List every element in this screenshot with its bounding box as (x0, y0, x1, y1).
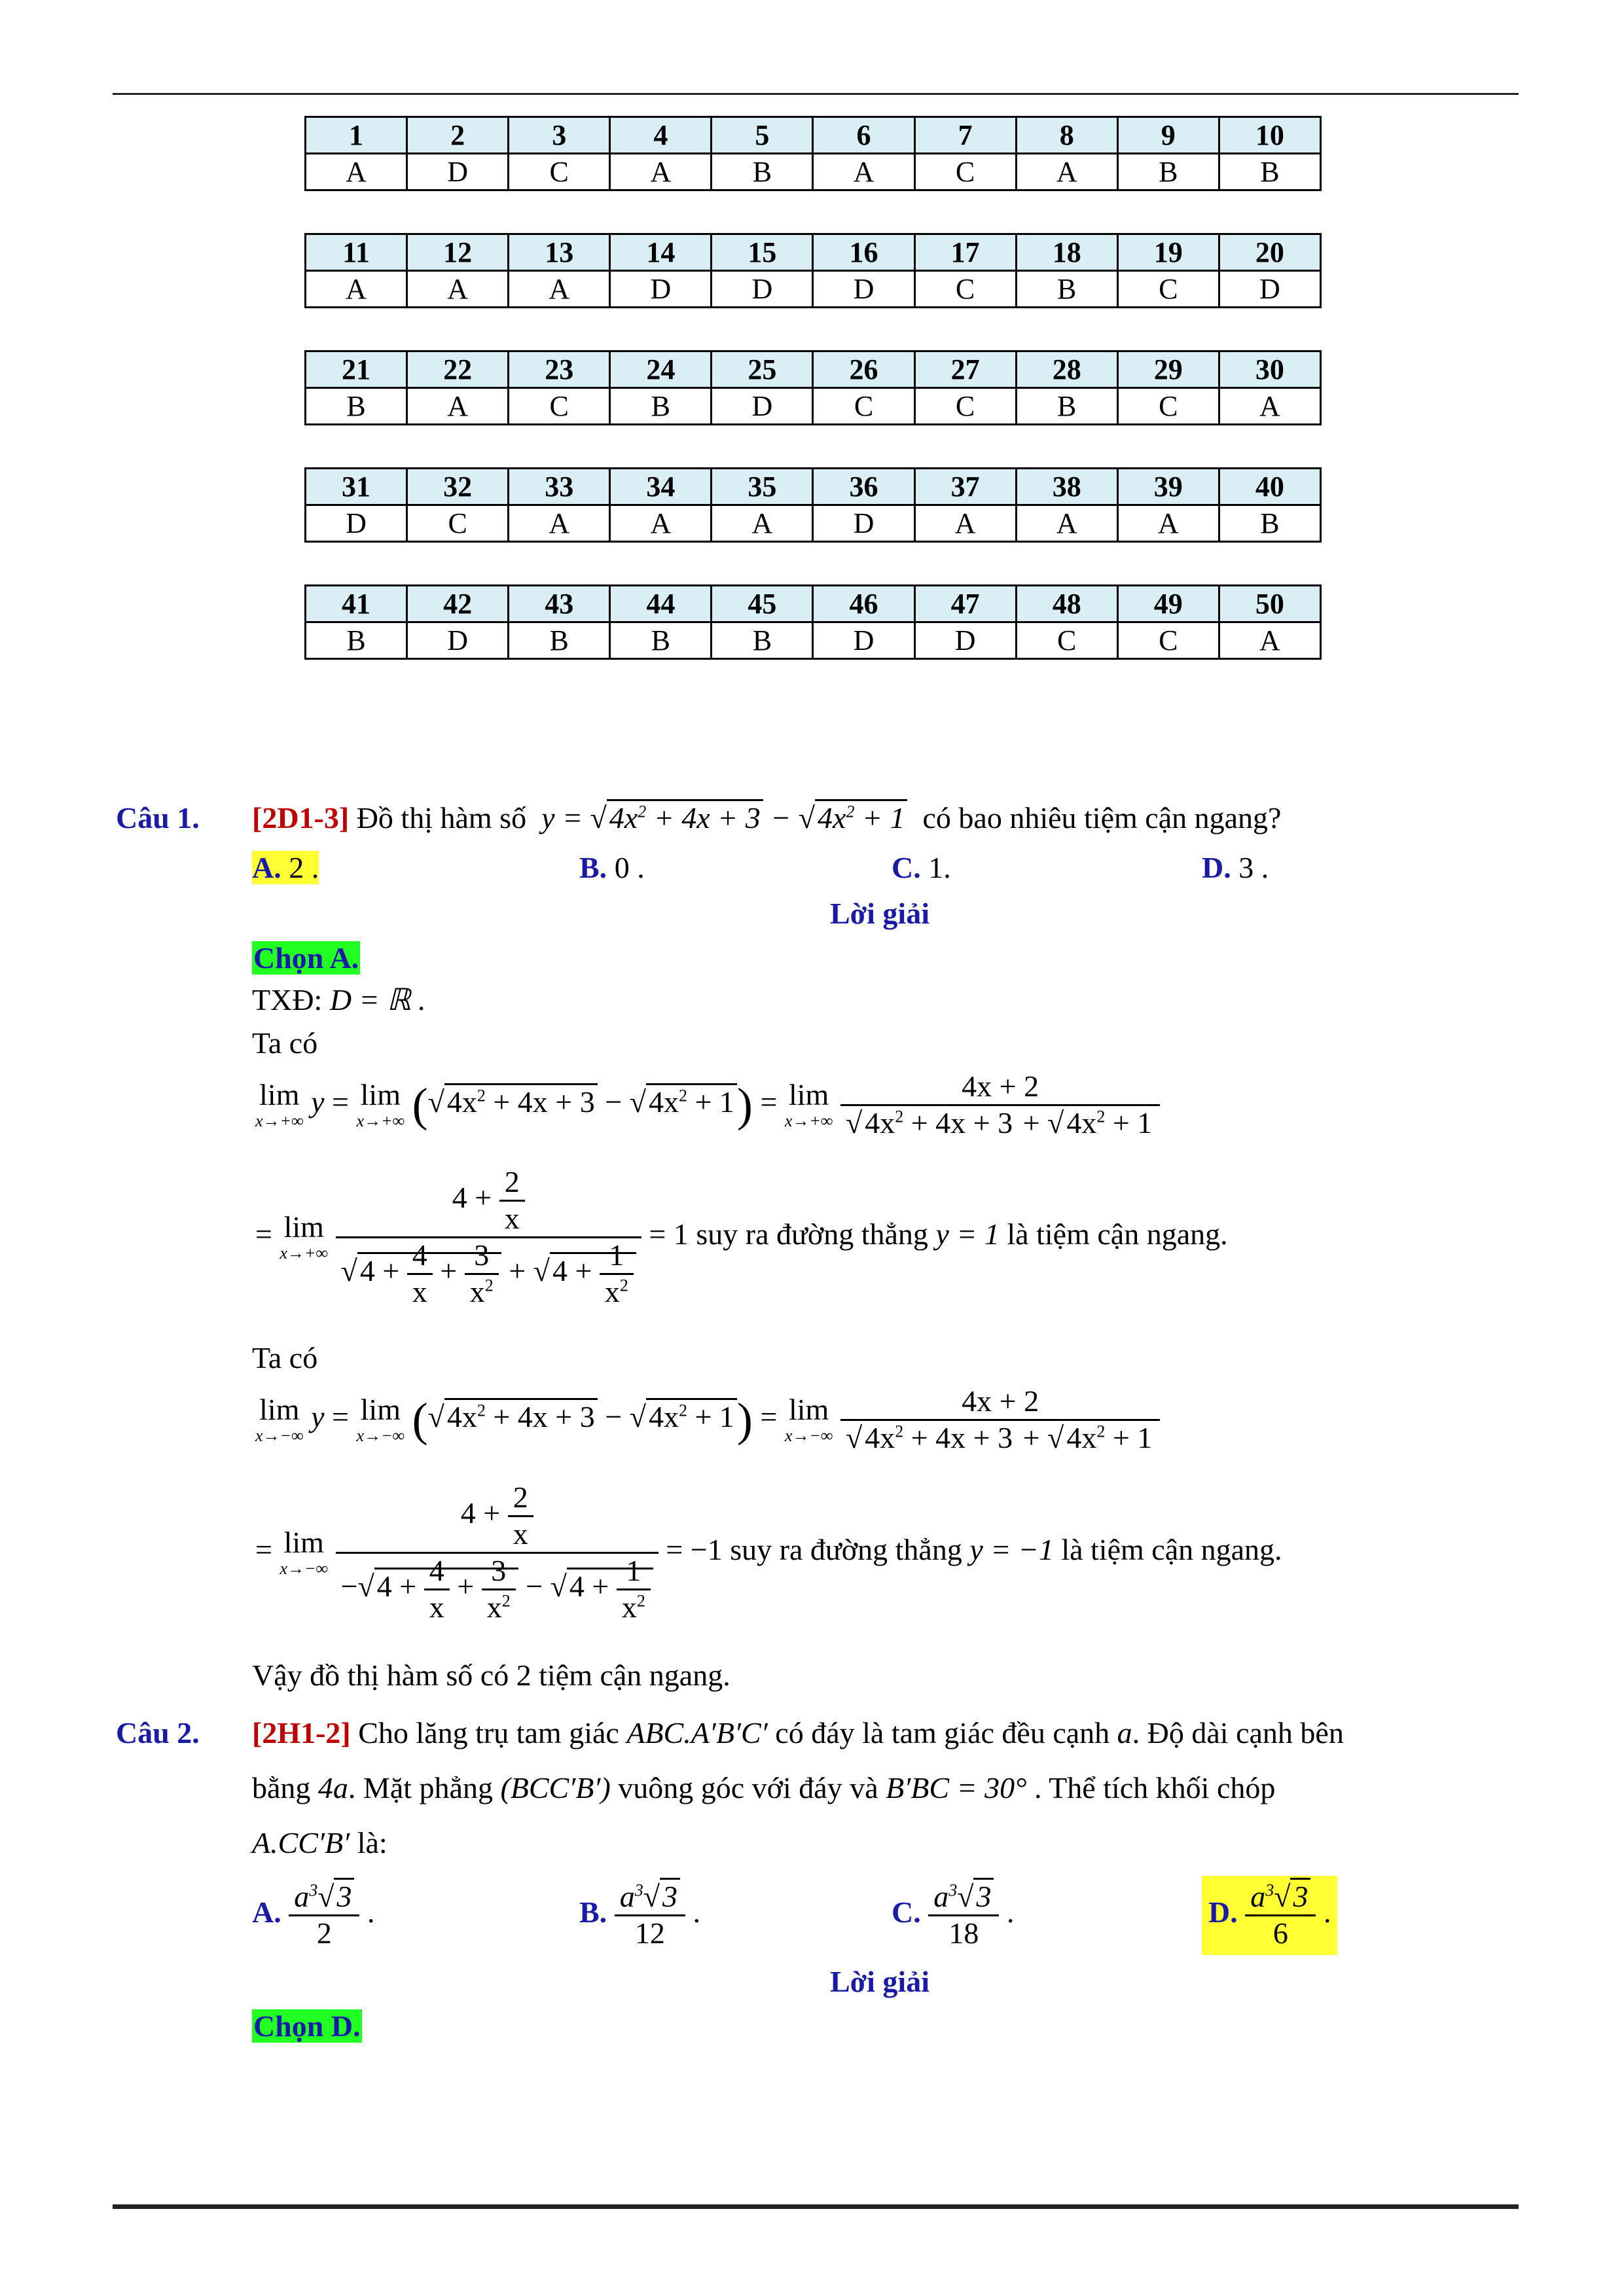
number-cell: 35 (712, 469, 813, 505)
q1-label: Câu 1. (116, 801, 200, 834)
answer-cell: B (1219, 505, 1320, 542)
plane-name: (BCC′B′) (500, 1771, 611, 1804)
table-number-row (306, 234, 1321, 271)
answer-cell: D (712, 388, 813, 425)
answer-cell: A (1219, 622, 1320, 659)
answer-cell: B (1117, 154, 1219, 190)
number-cell: 15 (712, 234, 813, 271)
answer-cell: A (407, 388, 509, 425)
answer-cell: A (914, 505, 1016, 542)
q1-stem (252, 800, 1281, 836)
q1-text-a: Đồ thị hàm số (356, 801, 527, 834)
number-cell: 43 (509, 586, 610, 622)
number-cell: 50 (1219, 586, 1320, 622)
number-cell: 18 (1016, 234, 1117, 271)
answer-cell: B (610, 622, 712, 659)
answer-table-3 (304, 350, 1322, 425)
q1-function: $y = √4x^2 + 4x + 3 - √4x^2 + 1$ (534, 799, 915, 834)
number-cell: 7 (914, 117, 1016, 154)
table-answer-row (306, 154, 1321, 190)
answer-cell: A (610, 505, 712, 542)
option-value: 0 . (614, 851, 645, 884)
q1-domain: TXĐ: D = ℝ . (252, 983, 426, 1016)
number-cell: 29 (1117, 351, 1219, 388)
number-cell: 11 (306, 234, 407, 271)
asymptote-line: y = −1 (969, 1532, 1054, 1566)
number-cell: 42 (407, 586, 509, 622)
table-number-row (306, 586, 1321, 622)
answer-cell: C (914, 271, 1016, 308)
q1-option-c (892, 850, 951, 886)
answer-cell: D (914, 622, 1016, 659)
answer-cell: D (813, 622, 914, 659)
number-cell: 2 (407, 117, 509, 154)
number-cell: 12 (407, 234, 509, 271)
number-cell: 48 (1016, 586, 1117, 622)
answer-cell: A (509, 505, 610, 542)
number-cell: 45 (712, 586, 813, 622)
number-cell: 5 (712, 117, 813, 154)
number-cell: 40 (1219, 469, 1320, 505)
number-cell: 4 (610, 117, 712, 154)
number-cell: 14 (610, 234, 712, 271)
number-cell: 22 (407, 351, 509, 388)
answer-cell: A (610, 154, 712, 190)
q1-option-a (252, 850, 319, 886)
number-cell: 20 (1219, 234, 1320, 271)
answer-cell: D (712, 271, 813, 308)
option-value: 2 . (289, 851, 319, 884)
q1-limit-neg-2: = lim x→−∞ 4 + $\frac{2}{x}$ −√4 + $\frac{4}{x}$ + $\frac{3}{x^2}$ − √4 + $\frac{1}{x^2}$ = −1 suy ra đường thẳng y = −1 là tiệm cận ngang. (255, 1480, 1282, 1624)
answer-cell: C (914, 388, 1016, 425)
answer-cell: B (1016, 388, 1117, 425)
answer-cell: C (914, 154, 1016, 190)
option-value: 3 . (1238, 851, 1269, 884)
answer-cell: D (306, 505, 407, 542)
table-number-row (306, 469, 1321, 505)
q2-label-line (116, 1715, 200, 1751)
q2-solution-title: Lời giải (830, 1965, 929, 1998)
answer-cell: A (1219, 388, 1320, 425)
number-cell: 47 (914, 586, 1016, 622)
answer-cell: A (712, 505, 813, 542)
table-answer-row (306, 388, 1321, 425)
table-answer-row (306, 271, 1321, 308)
q2-line-1: [2H1-2] Cho lăng trụ tam giác ABC.A′B′C′ có đáy là tam giác đều cạnh a. Độ dài cạnh bên (252, 1716, 1344, 1749)
top-rule (113, 93, 1519, 95)
answer-cell: A (813, 154, 914, 190)
answer-cell: B (306, 388, 407, 425)
answer-cell: D (1219, 271, 1320, 308)
number-cell: 9 (1117, 117, 1219, 154)
angle-value: B′BC = 30° (886, 1771, 1027, 1804)
number-cell: 38 (1016, 469, 1117, 505)
answer-table-4 (304, 467, 1322, 543)
number-cell: 25 (712, 351, 813, 388)
number-cell: 28 (1016, 351, 1117, 388)
q1-solution-title: Lời giải (830, 897, 929, 930)
number-cell: 46 (813, 586, 914, 622)
answer-cell: D (407, 154, 509, 190)
answer-cell: C (1117, 271, 1219, 308)
answer-cell: C (1117, 388, 1219, 425)
answer-cell: C (407, 505, 509, 542)
number-cell: 24 (610, 351, 712, 388)
answer-cell: A (407, 271, 509, 308)
bottom-rule (113, 2204, 1519, 2209)
answer-cell: B (306, 622, 407, 659)
q1-limit-neg-1: lim x→−∞ y = lim x→−∞ $(√4x^2 + 4x + 3 - √4x^2 + 1) = \lim$ x→−∞ $\frac{4x + 2}{√4x^2 + 4x + 3 + √4x^2 + 1}$ (255, 1384, 1160, 1456)
q1-option-d (1202, 850, 1269, 886)
number-cell: 23 (509, 351, 610, 388)
number-cell: 1 (306, 117, 407, 154)
q2-option-c: C. $\frac{a^3√3}{18}$ . (892, 1880, 1014, 1951)
q2-line-3: A.CC′B′ là: (252, 1826, 388, 1859)
answer-cell: B (509, 622, 610, 659)
q1-taco-1: Ta có (252, 1026, 318, 1060)
number-cell: 49 (1117, 586, 1219, 622)
concl-text: suy ra đường thẳng (696, 1217, 928, 1251)
concl-end: là tiệm cận ngang. (1007, 1217, 1228, 1251)
q1-final: Vậy đồ thị hàm số có 2 tiệm cận ngang. (252, 1659, 731, 1692)
q1-text-b: có bao nhiêu tiệm cận ngang? (922, 801, 1282, 834)
option-letter: D. (1202, 851, 1231, 884)
answer-cell: A (306, 154, 407, 190)
number-cell: 39 (1117, 469, 1219, 505)
option-letter: C. (892, 851, 921, 884)
answer-cell: C (509, 154, 610, 190)
answer-cell: A (1016, 154, 1117, 190)
number-cell: 6 (813, 117, 914, 154)
table-number-row (306, 117, 1321, 154)
table-answer-row (306, 622, 1321, 659)
answer-cell: C (509, 388, 610, 425)
answer-cell: B (1219, 154, 1320, 190)
answer-cell: B (712, 622, 813, 659)
number-cell: 19 (1117, 234, 1219, 271)
option-letter: A. (252, 851, 281, 884)
answer-cell: A (1016, 505, 1117, 542)
answer-cell: D (407, 622, 509, 659)
domain-math: D = ℝ . (329, 983, 426, 1016)
q2-tag: [2H1-2] (252, 1716, 351, 1749)
answer-cell: A (306, 271, 407, 308)
answer-cell: A (1117, 505, 1219, 542)
answer-cell: B (1016, 271, 1117, 308)
number-cell: 10 (1219, 117, 1320, 154)
q1-tag: [2D1-3] (252, 801, 350, 834)
q2-option-a: A. $\frac{a^3√3}{2}$ . (252, 1880, 374, 1951)
answer-cell: D (813, 505, 914, 542)
q1-line (116, 800, 200, 836)
answer-table-1 (304, 116, 1322, 191)
answer-cell: D (813, 271, 914, 308)
q2-label: Câu 2. (116, 1716, 200, 1749)
number-cell: 37 (914, 469, 1016, 505)
q1-limit-pos-1: lim x→+∞ y = lim x→+∞ $(√4x^2 + 4x + 3 - √4x^2 + 1) = \lim$ x→+∞ $\frac{4x + 2}{√4x^2 + 4x + 3 + √4x^2 + 1}$ (255, 1069, 1160, 1141)
answer-cell: A (509, 271, 610, 308)
answer-cell: B (610, 388, 712, 425)
q2-line-2: bằng 4a. Mặt phẳng (BCC′B′) vuông góc với đáy và B′BC = 30° . Thể tích khối chóp (252, 1771, 1276, 1804)
q1-taco-2: Ta có (252, 1341, 318, 1374)
number-cell: 34 (610, 469, 712, 505)
number-cell: 30 (1219, 351, 1320, 388)
number-cell: 26 (813, 351, 914, 388)
number-cell: 21 (306, 351, 407, 388)
table-answer-row (306, 505, 1321, 542)
option-letter: B. (579, 851, 607, 884)
prism-name: ABC.A′B′C′ (626, 1716, 768, 1749)
number-cell: 44 (610, 586, 712, 622)
number-cell: 27 (914, 351, 1016, 388)
q1-option-b (579, 850, 645, 886)
answer-table-5 (304, 584, 1322, 660)
asymptote-line: y = 1 (935, 1217, 1000, 1251)
number-cell: 17 (914, 234, 1016, 271)
q2-option-b: B. $\frac{a^3√3}{12}$ . (579, 1880, 700, 1951)
number-cell: 31 (306, 469, 407, 505)
option-value: 1. (928, 851, 951, 884)
answer-table-2 (304, 233, 1322, 308)
number-cell: 41 (306, 586, 407, 622)
answer-cell: D (610, 271, 712, 308)
answer-cell: C (813, 388, 914, 425)
number-cell: 33 (509, 469, 610, 505)
number-cell: 36 (813, 469, 914, 505)
answer-cell: B (712, 154, 813, 190)
concl-text: suy ra đường thẳng (730, 1532, 962, 1566)
concl-end: là tiệm cận ngang. (1061, 1532, 1282, 1566)
number-cell: 13 (509, 234, 610, 271)
q2-choice: Chọn D. (253, 2009, 361, 2043)
number-cell: 3 (509, 117, 610, 154)
number-cell: 8 (1016, 117, 1117, 154)
q1-choice: Chọn A. (253, 941, 359, 975)
answer-cell: C (1016, 622, 1117, 659)
q1-limit-pos-2: = lim x→+∞ 4 + $\frac{2}{x}$ √4 + $\frac{4}{x}$ + $\frac{3}{x^2}$ + √4 + $\frac{1}{x^2}$ = 1 suy ra đường thẳng y = 1 là tiệm cận ngang. (255, 1165, 1228, 1308)
table-number-row (306, 351, 1321, 388)
number-cell: 32 (407, 469, 509, 505)
number-cell: 16 (813, 234, 914, 271)
q2-option-d: D. $\frac{a^3√3}{6}$ . (1202, 1876, 1337, 1955)
answer-cell: C (1117, 622, 1219, 659)
